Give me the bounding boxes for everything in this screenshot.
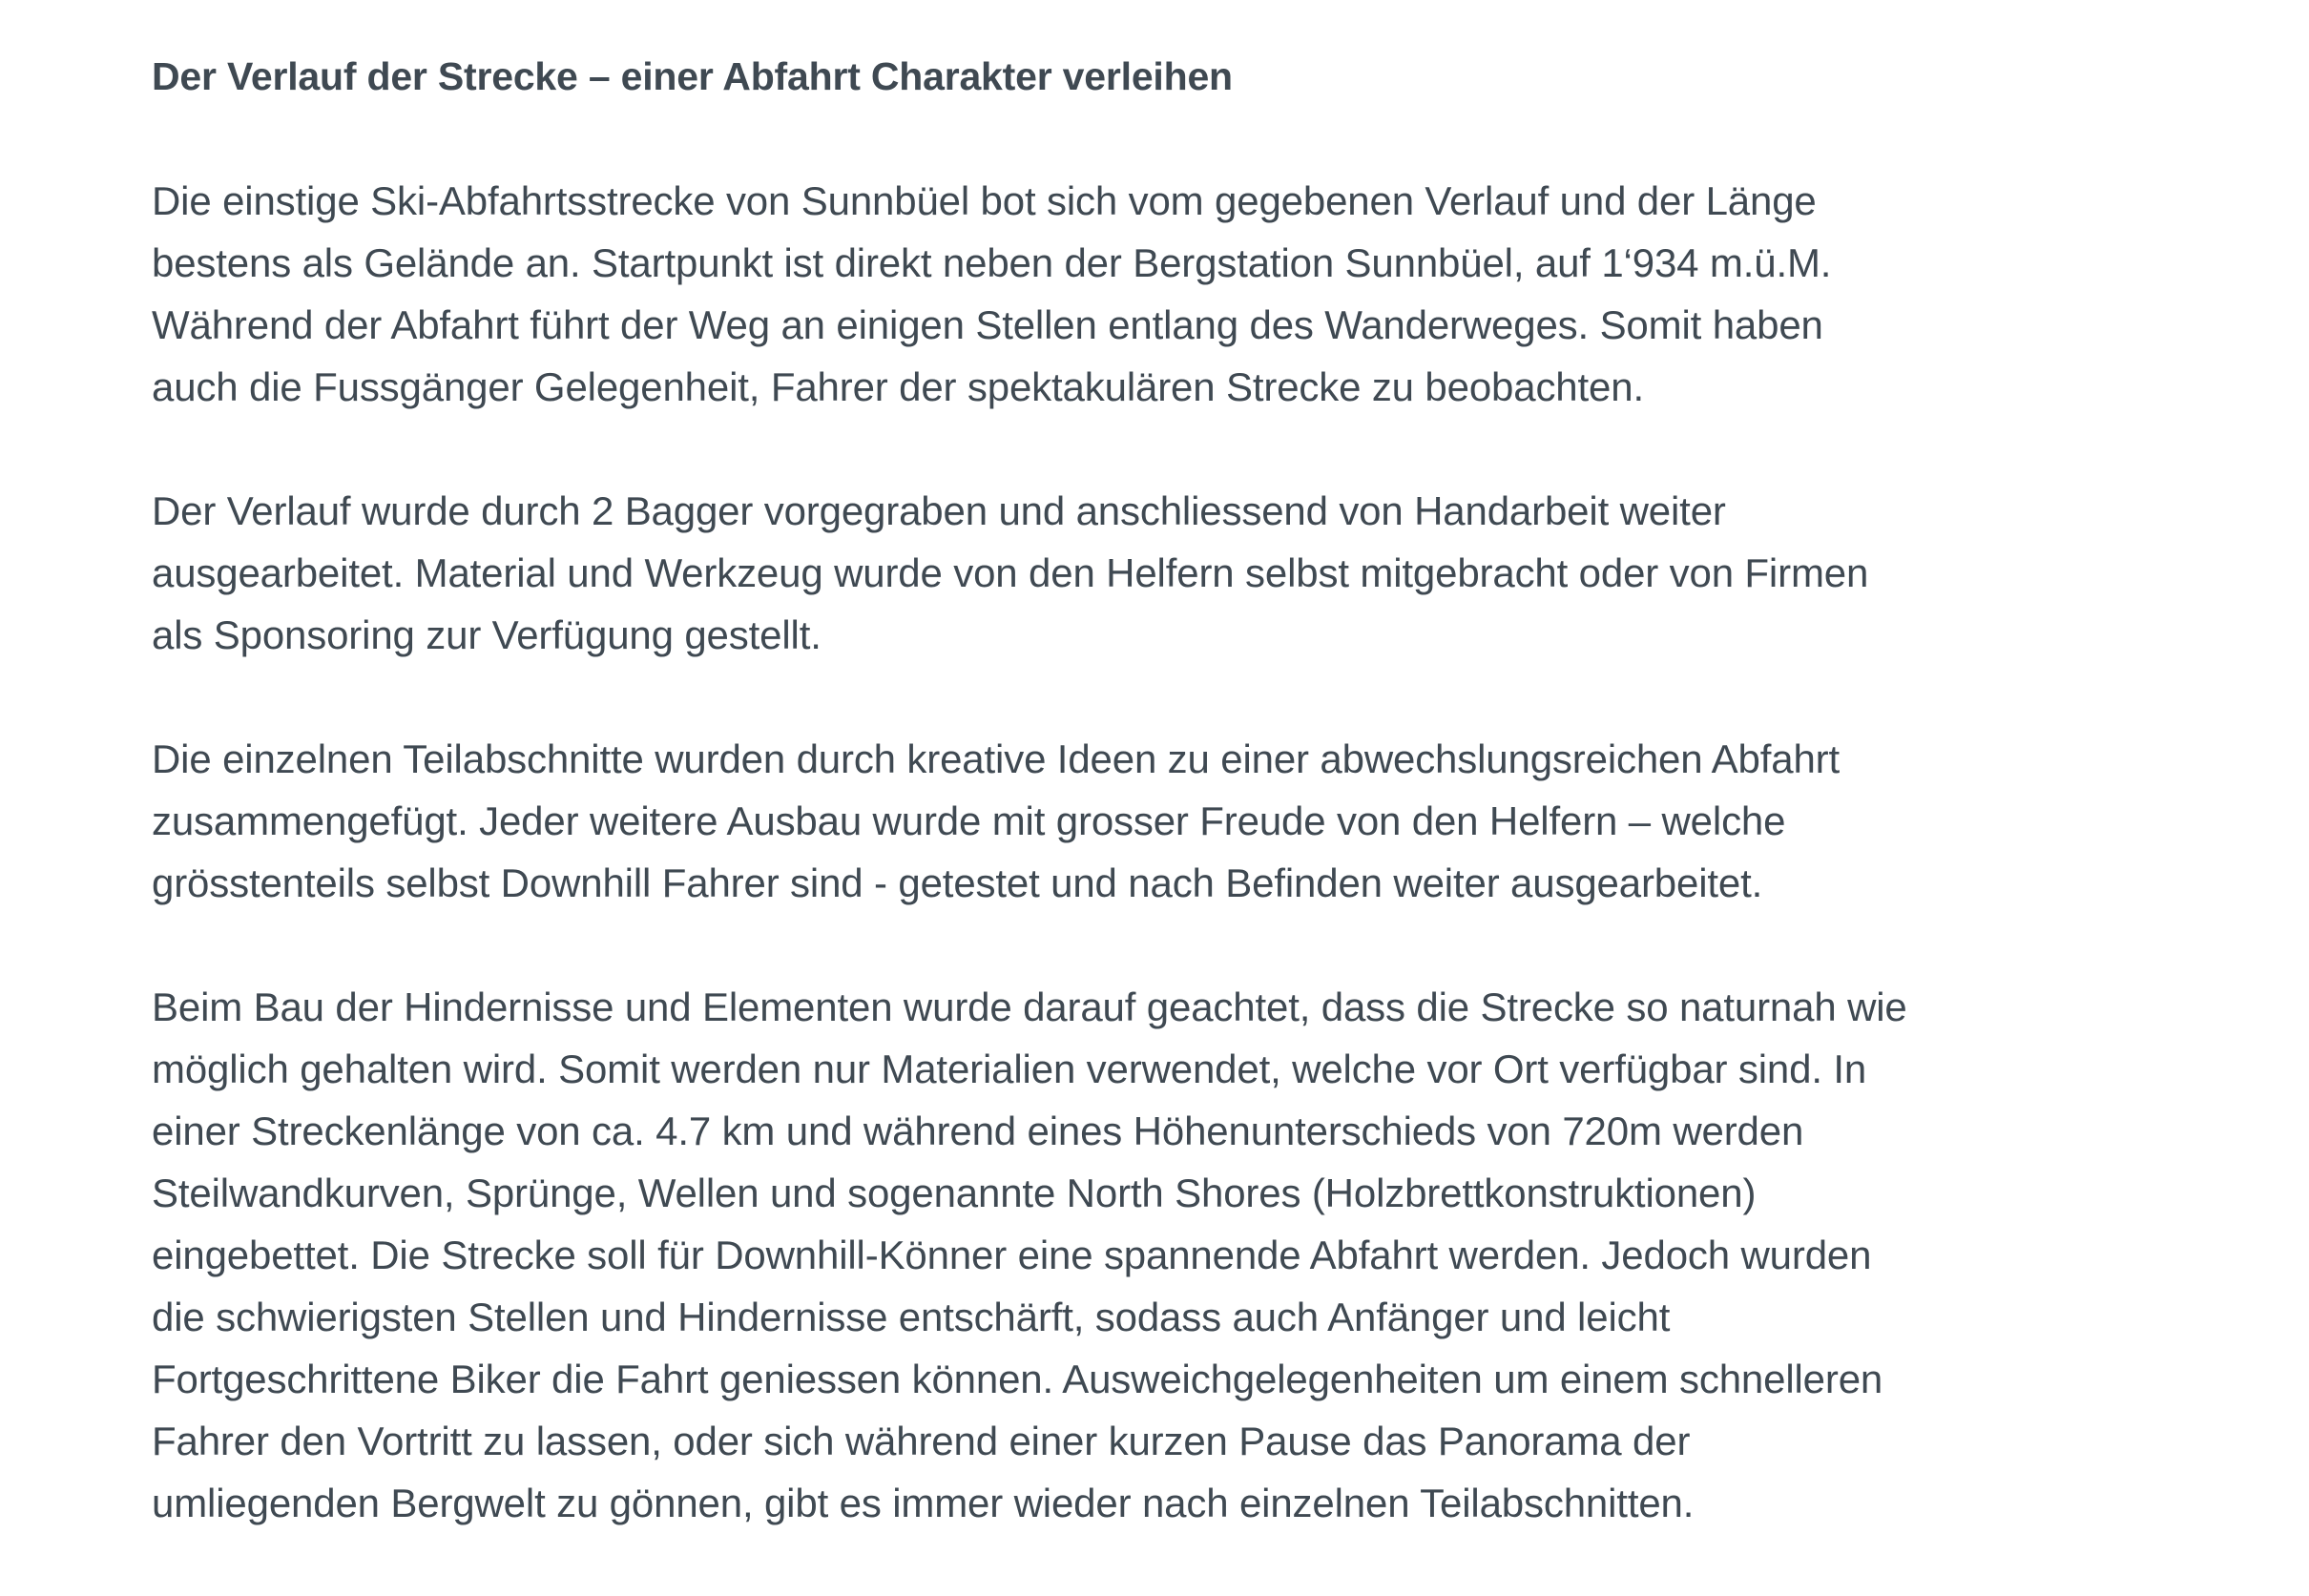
paragraph-line: eingebettet. Die Strecke soll für Downhill-Könner eine spannende Abfahrt werden. Jedoch wurden [152, 1233, 1872, 1277]
paragraph-line: Fortgeschrittene Biker die Fahrt geniessen können. Ausweichgelegenheiten um einem schnelleren [152, 1357, 1883, 1401]
paragraph-line: die schwierigsten Stellen und Hindernisse entschärft, sodass auch Anfänger und leicht [152, 1295, 1671, 1339]
paragraph-sections [152, 728, 2184, 914]
paragraph-line: Beim Bau der Hindernisse und Elementen wurde darauf geachtet, dass die Strecke so naturnah wie [152, 985, 1907, 1029]
paragraph-route-overview [152, 170, 2184, 418]
paragraph-line: als Sponsoring zur Verfügung gestellt. [152, 612, 822, 657]
paragraph-line: Fahrer den Vortritt zu lassen, oder sich während einer kurzen Pause das Panorama der [152, 1419, 1691, 1463]
paragraph-line: Der Verlauf wurde durch 2 Bagger vorgegraben und anschliessend von Handarbeit weiter [152, 488, 1726, 533]
paragraph-line: auch die Fussgänger Gelegenheit, Fahrer der spektakulären Strecke zu beobachten. [152, 364, 1644, 409]
paragraph-line: Die einstige Ski-Abfahrtsstrecke von Sunnbüel bot sich vom gegebenen Verlauf und der Länge [152, 178, 1817, 223]
paragraph-line: Die einzelnen Teilabschnitte wurden durch kreative Ideen zu einer abwechslungsreichen Abfahrt [152, 736, 1841, 781]
paragraph-line: einer Streckenlänge von ca. 4.7 km und während eines Höhenunterschieds von 720m werden [152, 1109, 1804, 1153]
paragraph-line: zusammengefügt. Jeder weitere Ausbau wurde mit grosser Freude von den Helfern – welche [152, 798, 1786, 843]
paragraph-line: Steilwandkurven, Sprünge, Wellen und sogenannte North Shores (Holzbrettkonstruktionen) [152, 1171, 1757, 1215]
paragraph-line: ausgearbeitet. Material und Werkzeug wurde von den Helfern selbst mitgebracht oder von Firmen [152, 550, 1869, 595]
article-title: Der Verlauf der Strecke – einer Abfahrt Charakter verleihen [152, 54, 1233, 98]
paragraph-line: umliegenden Bergwelt zu gönnen, gibt es immer wieder nach einzelnen Teilabschnitten. [152, 1481, 1695, 1525]
paragraph-line: möglich gehalten wird. Somit werden nur Materialien verwendet, welche vor Ort verfügbar sind. In [152, 1047, 1867, 1091]
article [152, 46, 2184, 1596]
paragraph-line: bestens als Gelände an. Startpunkt ist direkt neben der Bergstation Sunnbüel, auf 1‘934 m.ü.M. [152, 240, 1832, 285]
paragraph-obstacles [152, 976, 2184, 1534]
paragraph-construction [152, 480, 2184, 666]
paragraph-line: grösstenteils selbst Downhill Fahrer sind - getestet und nach Befinden weiter ausgearbeitet. [152, 860, 1763, 905]
paragraph-line: Während der Abfahrt führt der Weg an einigen Stellen entlang des Wanderweges. Somit haben [152, 302, 1823, 347]
